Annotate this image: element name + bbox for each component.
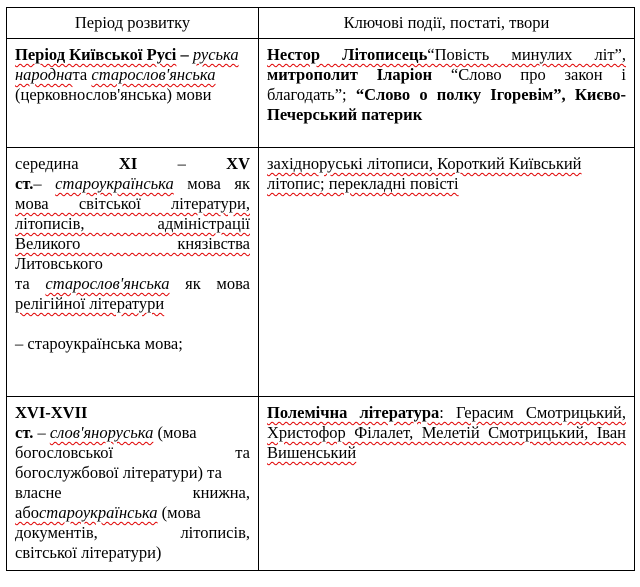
work-title: “Повість минулих літ”, <box>427 45 627 64</box>
period-cell <box>7 39 259 148</box>
period-line: середина XI – XV <box>15 154 251 173</box>
literature-heading: Полемічна література <box>267 403 440 422</box>
events-text: західноруські літописи, Короткий Київський літопис; перекладні повісті <box>267 154 582 193</box>
period-line: мова світської літератури, <box>15 194 250 213</box>
period-cell <box>7 397 259 571</box>
events-cell <box>259 148 635 397</box>
period-line: ст.– староукраїнська мова як <box>15 174 251 193</box>
period-line: – староукраїнська мова; <box>15 334 183 353</box>
author-name: Нестор Літописець <box>267 45 428 64</box>
period-line: ст. – слов'яноруська (мова <box>15 423 197 442</box>
period-line: світської літератури) <box>15 543 162 562</box>
period-cell <box>7 148 259 397</box>
period-line: документів, літописів, <box>15 523 250 542</box>
header-row <box>7 8 635 39</box>
periods-table <box>6 7 635 571</box>
period-line: Великого князівства <box>15 234 250 253</box>
dash: – <box>176 45 193 64</box>
table-row <box>7 397 635 571</box>
period-line: XVI-XVII <box>15 403 88 422</box>
period-line: богослужбової літератури) та <box>15 463 222 482</box>
events-cell <box>259 397 635 571</box>
language-tail: (церковнослов'янська) мови <box>15 85 212 104</box>
table-row <box>7 148 635 397</box>
language-name: народна <box>15 65 73 84</box>
events-text: : Герасим Смотрицький, Христофор Філалет, Мелетій Смотрицький, Іван Вишенський <box>267 403 626 462</box>
language-name: старослов'янська <box>91 65 216 84</box>
period-line: Литовського <box>15 254 103 273</box>
conjunction: та <box>72 65 88 84</box>
period-line: богословської та <box>15 443 250 462</box>
period-line: власне книжна, <box>15 483 250 502</box>
language-name: руська <box>192 45 239 64</box>
period-line: літописів, адміністрації <box>15 214 250 233</box>
events-cell <box>259 39 635 148</box>
period-title: Період Київської Русі <box>15 45 177 64</box>
table-row <box>7 39 635 148</box>
period-line: абостароукраїнська (мова <box>15 503 201 522</box>
period-line: та старослов'янська як мова <box>15 274 250 293</box>
header-events: Ключові події, постаті, твори <box>259 8 635 39</box>
header-period: Період розвитку <box>7 8 259 39</box>
work-title: “Слово о полку Ігоревім”, Києво-Печерський патерик <box>267 85 626 124</box>
work-title: “Слово про закон і благодать”; <box>267 65 626 104</box>
period-line: релігійної літератури <box>15 294 165 313</box>
author-name: митрополит Іларіон <box>267 65 433 84</box>
